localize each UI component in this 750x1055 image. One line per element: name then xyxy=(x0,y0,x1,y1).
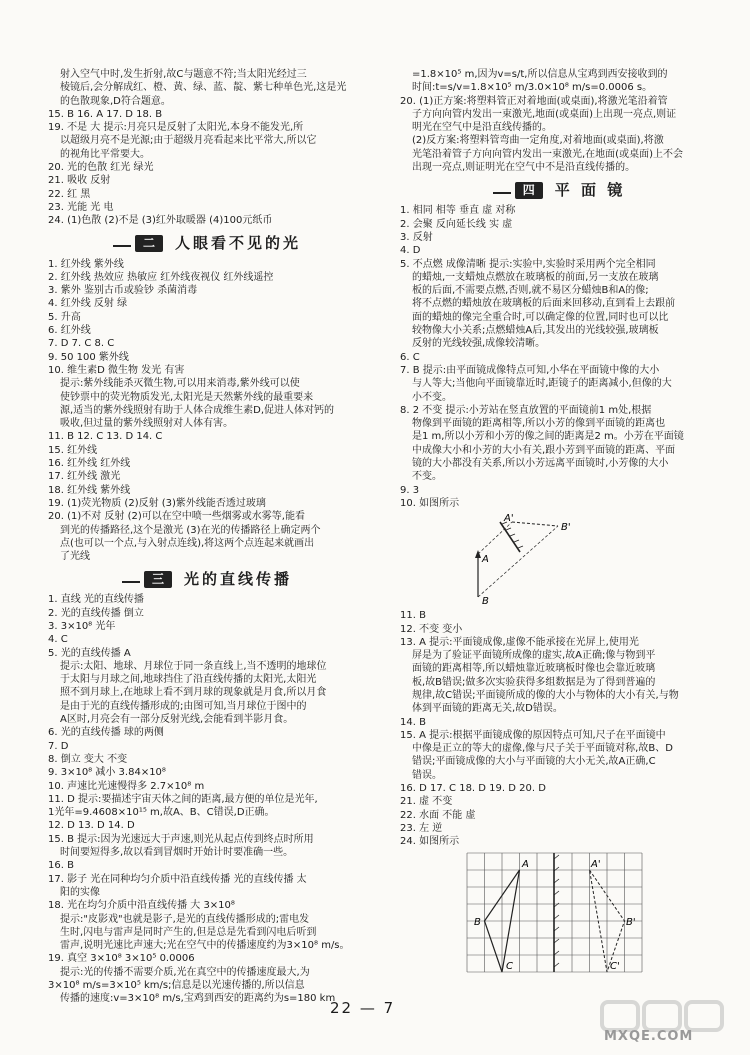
text-line: 23. 左 逆 xyxy=(400,822,443,834)
text-line: 1光年=9.4608×10¹⁵ m,故A、B、C错误,D正确。 xyxy=(48,807,275,819)
text-line: 体到平面镜的距离无关,故D错误。 xyxy=(412,703,563,715)
label-c: C xyxy=(506,960,513,972)
text-line: 提示:光的传播不需要介质,光在真空中的传播速度最大,为 xyxy=(60,966,310,978)
text-line: 9. 3×10⁸ 减小 3.84×10⁸ xyxy=(48,767,166,779)
text-line: 19. (1)荧光物质 (2)反射 (3)紫外线能否透过玻璃 xyxy=(48,497,266,509)
right-block-1 xyxy=(400,68,740,174)
text-line: 棱镜后,会分解成红、橙、黄、绿、蓝、靛、紫七种单色光,这是光 xyxy=(60,82,347,94)
text-line: 23. 光能 光 电 xyxy=(48,201,114,213)
text-line: 错误;平面镜成像的大小与平面镜的大小无关,故A正确,C xyxy=(412,756,656,768)
text-line: 12. 不变 变小 xyxy=(400,623,463,635)
text-line: 点(也可以一个点,与入射点连线),将这两个点连起来就画出 xyxy=(60,537,315,549)
text-line: 9. 50 100 紫外线 xyxy=(48,351,129,363)
section-2-title: 人眼看不见的光 xyxy=(175,233,302,252)
text-line: 屏是为了验证平面镜所成像的虚实,故A正确;像与物到平 xyxy=(412,650,656,662)
text-line: 反射的光线较强,成像较清晰。 xyxy=(412,338,546,350)
left-column xyxy=(48,68,388,1006)
text-line: 的蜡烛,一支蜡烛点燃放在玻璃板的前面,另一支放在玻璃 xyxy=(412,271,659,283)
text-line: 错误。 xyxy=(412,769,442,781)
text-line: 小不变。 xyxy=(412,391,452,403)
text-line: 3. 3×10⁸ 光年 xyxy=(48,620,116,632)
text-line: 15. B 16. A 17. D 18. B xyxy=(48,108,163,120)
label-b: B xyxy=(482,596,489,608)
label-b-prime: B' xyxy=(626,916,636,928)
text-line: 11. B 12. C 13. D 14. C xyxy=(48,431,163,443)
text-line: 10. 如图所示 xyxy=(400,497,460,509)
label-c-prime: C' xyxy=(610,960,620,972)
label-b-prime: B' xyxy=(561,522,571,534)
text-line: =1.8×10⁵ m,因为v=s/t,所以信息从宝鸡到西安接收到的 xyxy=(412,69,668,80)
text-line: 7. B 提示:由平面镜成像特点可知,小华在平面镜中像的大小 xyxy=(400,364,660,376)
text-line: 4. D xyxy=(400,245,421,257)
text-line: 17. 影子 光在同种均匀介质中沿直线传播 光的直线传播 太 xyxy=(48,873,307,885)
text-line: 规律,故C错误;平面镜所成的像的大小与物体的大小有关,与物 xyxy=(412,689,679,701)
text-line: 了光线 xyxy=(60,551,90,563)
section-4-header xyxy=(400,178,740,202)
text-line: 提示:紫外线能杀灭微生物,可以用来消毒,紫外线可以使 xyxy=(60,378,300,390)
text-line: 4. C xyxy=(48,634,68,646)
text-line: 21. 虚 不变 xyxy=(400,796,453,808)
left-block-1 xyxy=(48,68,388,228)
text-line: 生时,闪电与雷声是同时产生的,但是总是先看到闪电后听到 xyxy=(60,926,317,938)
text-line: 24. 如图所示 xyxy=(400,836,460,848)
text-line: 1. 直线 光的直线传播 xyxy=(48,594,144,606)
text-line: 14. B xyxy=(400,716,426,728)
text-line: 5. 升高 xyxy=(48,311,81,323)
text-line: 中成像大小和小芳的大小有关,跟小芳到平面镜的距离、平面 xyxy=(412,444,676,456)
text-line: 9. 3 xyxy=(400,484,420,496)
label-a-prime: A' xyxy=(504,513,514,525)
text-line: 传播的速度:v=3×10⁸ m/s,宝鸡到西安的距离约为s=180 km xyxy=(60,993,336,1005)
text-line: 中像是正立的等大的虚像,像与尺子关于平面镜对称,故B、D xyxy=(412,743,673,755)
text-line: 1. 红外线 紫外线 xyxy=(48,258,124,270)
text-line: 22. 红 黑 xyxy=(48,188,91,200)
text-line: 源,适当的紫外线照射有助于人体合成维生素D,促进人体对钙的 xyxy=(60,404,335,416)
text-line: 20. 光的色散 红光 绿光 xyxy=(48,162,154,174)
section-3-header xyxy=(48,567,388,591)
text-line: 6. 红外线 xyxy=(48,325,91,337)
section-2-header xyxy=(48,232,388,256)
text-line: A区时,月亮会有一部分反射光线,会能看到半影月食。 xyxy=(60,714,294,726)
text-line: 面的蜡烛的像完全重合时,可以确定像的位置,同时也可以比 xyxy=(412,311,669,323)
text-line: 于太阳与月球之间,地球挡住了沿直线传播的太阳光,太阳光 xyxy=(60,674,317,686)
text-line: 吸收,但过量的紫外线照射对人体有害。 xyxy=(60,418,234,430)
text-line: 2. 光的直线传播 倒立 xyxy=(48,607,144,619)
left-block-2 xyxy=(48,258,388,564)
label-a: A xyxy=(482,554,489,566)
text-line: 照不到月球上,在地球上看不到月球的现象就是月食,所以月食 xyxy=(60,687,327,699)
text-line: 到光的传播路径,这个是激光 (3)在光的传播路径上确定两个 xyxy=(60,524,321,536)
text-line: 15. 红外线 xyxy=(48,444,98,456)
text-line: 5. 光的直线传播 A xyxy=(48,647,131,659)
text-line: 12. D 13. D 14. D xyxy=(48,820,135,832)
text-line: 提示:"皮影戏"也就是影子,是光的直线传播形成的;雷电发 xyxy=(60,913,310,925)
page-number: 22 — 7 xyxy=(330,999,396,1017)
text-line: 是1 m,所以小芳和小芳的像之间的距离是2 m。小芳在平面镜 xyxy=(412,431,684,443)
left-block-3 xyxy=(48,593,388,1005)
section-3-title: 光的直线传播 xyxy=(184,569,293,588)
text-line: 板,故B错误;做多次实验获得多组数据是为了得到普遍的 xyxy=(412,676,656,688)
text-line: 阳的实像 xyxy=(60,886,100,898)
text-line: 18. 光在均匀介质中沿直线传播 大 3×10⁸ xyxy=(48,900,235,912)
text-line: 8. 倒立 变大 不变 xyxy=(48,753,128,765)
text-line: 出现一亮点,则证明光在空气中不是沿直线传播的。 xyxy=(412,162,636,174)
text-line: 是由于光的直线传播形成的;由图可知,当月球位于图中的 xyxy=(60,700,307,712)
text-line: 1. 相同 相等 垂直 虚 对称 xyxy=(400,205,516,217)
text-line: 时间要短得多,故以看到冒烟时开始计时要准确一些。 xyxy=(60,847,294,859)
section-2-number: 二 xyxy=(135,235,163,252)
text-line: 13. A 提示:平面镜成像,虚像不能承接在光屏上,使用光 xyxy=(400,636,639,648)
text-line: 15. A 提示:根据平面镜成像的原因特点可知,尺子在平面镜中 xyxy=(400,729,666,741)
text-line: 镜的大小都没有关系,所以小芳远离平面镜时,小芳像的大小 xyxy=(412,458,669,470)
text-line: 与人等大;当他向平面镜靠近时,距镜子的距离减小,但像的大 xyxy=(412,378,672,390)
text-line: 11. B xyxy=(400,610,426,622)
text-line: 17. 红外线 激光 xyxy=(48,471,121,483)
section-4-title: 平 面 镜 xyxy=(554,180,626,199)
text-line: 19. 真空 3×10⁸ 3×10⁵ 0.0006 xyxy=(48,953,195,965)
text-line: 板的后面,不需要点燃,否则,就不易区分蜡烛B和A的像; xyxy=(412,285,649,297)
right-column xyxy=(400,68,740,978)
text-line: 的色散现象,D符合题意。 xyxy=(60,95,171,107)
text-line: 面镜的距离相等,所以蜡烛靠近玻璃板时像也会靠近玻璃 xyxy=(412,663,656,675)
section-4-number: 四 xyxy=(515,182,543,199)
text-line: 3. 反射 xyxy=(400,231,433,243)
text-line: 4. 红外线 反射 绿 xyxy=(48,298,128,310)
text-line: 不变。 xyxy=(412,471,442,483)
text-line: 光笔沿着管子方向向管内发出一束激光,在地面(或桌面)上不会 xyxy=(412,148,683,160)
section-3-number: 三 xyxy=(144,571,172,588)
text-line: 3×10⁸ m/s=3×10⁵ km/s;信息是以光速传播的,所以信息 xyxy=(48,980,305,991)
text-line: 较物像大小关系;点燃蜡烛A后,其发出的光线较强,玻璃板 xyxy=(412,325,659,337)
text-line: 2. 会聚 反向延长线 实 虚 xyxy=(400,218,513,230)
text-line: 10. 声速比光速慢得多 2.7×10⁸ m xyxy=(48,780,205,792)
text-line: 8. 2 不变 提示:小芳站在竖直放置的平面镜前1 m处,根据 xyxy=(400,404,652,416)
text-line: 15. B 提示:因为光速远大于声速,则光从起点传到终点时所用 xyxy=(48,833,314,845)
text-line: 时间:t=s/v=1.8×10⁵ m/3.0×10⁸ m/s=0.0006 s。 xyxy=(412,82,653,94)
text-line: 16. D 17. C 18. D 19. D 20. D xyxy=(400,783,546,795)
label-a: A xyxy=(522,858,529,870)
label-a-prime: A' xyxy=(591,858,601,870)
text-line: 的视角比平常要大。 xyxy=(60,148,150,160)
right-block-2 xyxy=(400,204,740,510)
text-line: 2. 红外线 热效应 热敏应 红外线夜视仪 红外线遥控 xyxy=(48,271,274,283)
text-line: (2)反方案:将塑料管弯曲一定角度,对着地面(或桌面),将激 xyxy=(412,135,664,147)
text-line: 7. D 7. C 8. C xyxy=(48,338,115,350)
text-line: 10. 维生素D 微生物 发光 有害 xyxy=(48,364,185,376)
text-line: 20. (1)不对 反射 (2)可以在空中喷一些烟雾或水雾等,能看 xyxy=(48,511,305,523)
text-line: 5. 不点燃 成像清晰 提示:实验中,实验时采用两个完全相同 xyxy=(400,258,656,270)
text-line: 6. C xyxy=(400,351,420,363)
text-line: 19. 不是 大 提示:月亮只是反射了太阳光,本身不能发光,所 xyxy=(48,122,304,134)
text-line: 18. 红外线 紫外线 xyxy=(48,484,131,496)
label-b: B xyxy=(474,916,481,928)
text-line: 雷声,说明光速比声速大;光在空气中的传播速度约为3×10⁸ m/s。 xyxy=(60,940,350,952)
grid-mirror-diagram-q24 xyxy=(462,851,647,976)
text-line: 3. 紫外 鉴别古币或验钞 杀菌消毒 xyxy=(48,285,198,297)
text-line: 16. 红外线 红外线 xyxy=(48,458,131,470)
text-line: 将不点燃的蜡烛放在玻璃板的后面来回移动,直到看上去跟前 xyxy=(412,298,676,310)
text-line: 20. (1)正方案:将塑料管正对着地面(或桌面),将激光笔沿着管 xyxy=(400,95,668,107)
text-line: 6. 光的直线传播 球的两侧 xyxy=(48,727,164,739)
text-line: 射入空气中时,发生折射,故C与题意不符;当太阳光经过三 xyxy=(60,69,307,80)
text-line: 21. 吸收 反射 xyxy=(48,175,111,187)
text-line: 7. D xyxy=(48,740,69,752)
text-line: 以超级月亮不是光源;由于超级月亮看起来比平常大,所以它 xyxy=(60,135,317,147)
image-ab xyxy=(512,522,558,526)
text-line: 22. 水面 不能 虚 xyxy=(400,809,476,821)
text-line: 24. (1)色散 (2)不是 (3)红外取暖器 (4)100元纸币 xyxy=(48,215,273,227)
text-line: 使钞票中的荧光物质发光,太阳光是天然紫外线的最重要来 xyxy=(60,391,314,403)
text-line: 明光在空气中是沿直线传播的。 xyxy=(412,122,552,134)
text-line: 11. D 提示:要描述宇宙天体之间的距离,最方便的单位是光年, xyxy=(48,793,318,805)
text-line: 提示:太阳、地球、月球位于同一条直线上,当不透明的地球位 xyxy=(60,660,327,672)
mirror-hatch xyxy=(502,522,523,548)
text-line: 物像到平面镜的距离相等,所以小芳的像到平面镜的距离也 xyxy=(412,418,666,430)
mirror-diagram-q10 xyxy=(460,512,610,607)
text-line: 16. B xyxy=(48,860,74,872)
watermark-text: MXQE.COM xyxy=(604,1029,694,1044)
mirror-line xyxy=(500,522,520,552)
right-block-3 xyxy=(400,609,740,848)
text-line: 子方向向管内发出一束激光,地面(或桌面)上出现一亮点,则证 xyxy=(412,108,677,120)
